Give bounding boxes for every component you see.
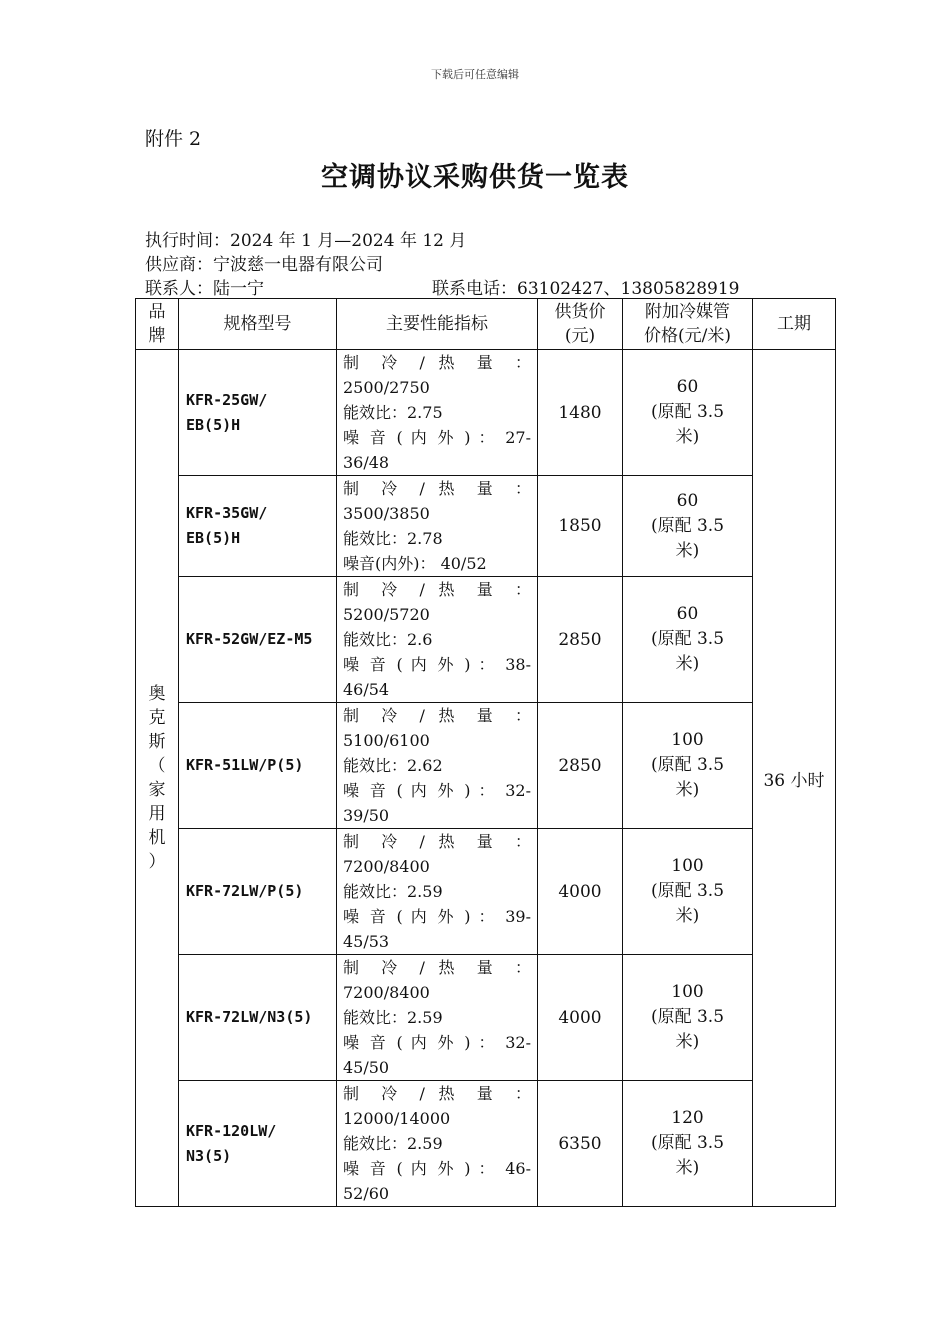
spec-cell: 制 冷 / 热 量 ： 7200/8400 能效比：2.59 噪 音 ( 内 外 ) ： 32- 45/50 bbox=[337, 955, 538, 1081]
header-brand: 品 牌 bbox=[136, 299, 179, 350]
table-header-row bbox=[136, 299, 836, 350]
pipe-price-cell: 60 (原配 3.5 米) bbox=[623, 350, 753, 476]
supply-table bbox=[135, 298, 836, 1207]
spec-cell: 制 冷 / 热 量 ： 7200/8400 能效比：2.59 噪 音 ( 内 外 ) ： 39- 45/53 bbox=[337, 829, 538, 955]
table-row bbox=[136, 1081, 836, 1207]
price-cell: 2850 bbox=[538, 577, 623, 703]
table-row bbox=[136, 577, 836, 703]
document-title: 空调协议采购供货一览表 bbox=[321, 162, 629, 193]
header-model: 规格型号 bbox=[179, 299, 337, 350]
spec-cell: 制 冷 / 热 量 ： 5100/6100 能效比：2.62 噪 音 ( 内 外 ) ： 32- 39/50 bbox=[337, 703, 538, 829]
pipe-price-cell: 100 (原配 3.5 米) bbox=[623, 955, 753, 1081]
price-cell: 6350 bbox=[538, 1081, 623, 1207]
model-cell: KFR-51LW/P(5) bbox=[179, 703, 337, 829]
table-row bbox=[136, 829, 836, 955]
model-cell: KFR-25GW/ EB(5)H bbox=[179, 350, 337, 476]
header-price: 供货价 (元) bbox=[538, 299, 623, 350]
supplier: 供应商：宁波慈一电器有限公司 bbox=[145, 255, 383, 275]
pipe-price-cell: 120 (原配 3.5 米) bbox=[623, 1081, 753, 1207]
model-cell: KFR-52GW/EZ-M5 bbox=[179, 577, 337, 703]
pipe-price-cell: 60 (原配 3.5 米) bbox=[623, 577, 753, 703]
header-period: 工期 bbox=[753, 299, 836, 350]
brand-cell: 奥 克 斯 （ 家 用 机 ） bbox=[136, 350, 179, 1207]
spec-cell: 制 冷 / 热 量 ： 3500/3850 能效比：2.78 噪音(内外)： 40/52 bbox=[337, 476, 538, 577]
model-cell: KFR-35GW/ EB(5)H bbox=[179, 476, 337, 577]
spec-cell: 制 冷 / 热 量 ： 12000/14000 能效比：2.59 噪 音 ( 内 外 ) ： 46- 52/60 bbox=[337, 1081, 538, 1207]
price-cell: 4000 bbox=[538, 829, 623, 955]
model-cell: KFR-72LW/N3(5) bbox=[179, 955, 337, 1081]
price-cell: 1850 bbox=[538, 476, 623, 577]
price-cell: 2850 bbox=[538, 703, 623, 829]
pipe-price-cell: 100 (原配 3.5 米) bbox=[623, 703, 753, 829]
spec-cell: 制 冷 / 热 量 ： 5200/5720 能效比：2.6 噪 音 ( 内 外 ) ： 38- 46/54 bbox=[337, 577, 538, 703]
attachment-label: 附件 2 bbox=[145, 128, 202, 150]
model-cell: KFR-72LW/P(5) bbox=[179, 829, 337, 955]
execution-period: 执行时间：2024 年 1 月—2024 年 12 月 bbox=[145, 231, 467, 251]
header-pipe-price: 附加冷媒管 价格(元/米) bbox=[623, 299, 753, 350]
contact-person: 联系人：陆一宁 bbox=[145, 279, 264, 299]
pipe-price-cell: 60 (原配 3.5 米) bbox=[623, 476, 753, 577]
pipe-price-cell: 100 (原配 3.5 米) bbox=[623, 829, 753, 955]
spec-cell: 制 冷 / 热 量 ： 2500/2750 能效比：2.75 噪 音 ( 内 外 ) ： 27- 36/48 bbox=[337, 350, 538, 476]
table-row bbox=[136, 955, 836, 1081]
header-note: 下载后可任意编辑 bbox=[431, 68, 519, 81]
table-row bbox=[136, 703, 836, 829]
model-cell: KFR-120LW/ N3(5) bbox=[179, 1081, 337, 1207]
period-cell: 36 小时 bbox=[753, 350, 836, 1207]
table-row bbox=[136, 476, 836, 577]
price-cell: 4000 bbox=[538, 955, 623, 1081]
table-row bbox=[136, 350, 836, 476]
price-cell: 1480 bbox=[538, 350, 623, 476]
header-specs: 主要性能指标 bbox=[337, 299, 538, 350]
contact-phone: 联系电话：63102427、13805828919 bbox=[432, 279, 740, 299]
